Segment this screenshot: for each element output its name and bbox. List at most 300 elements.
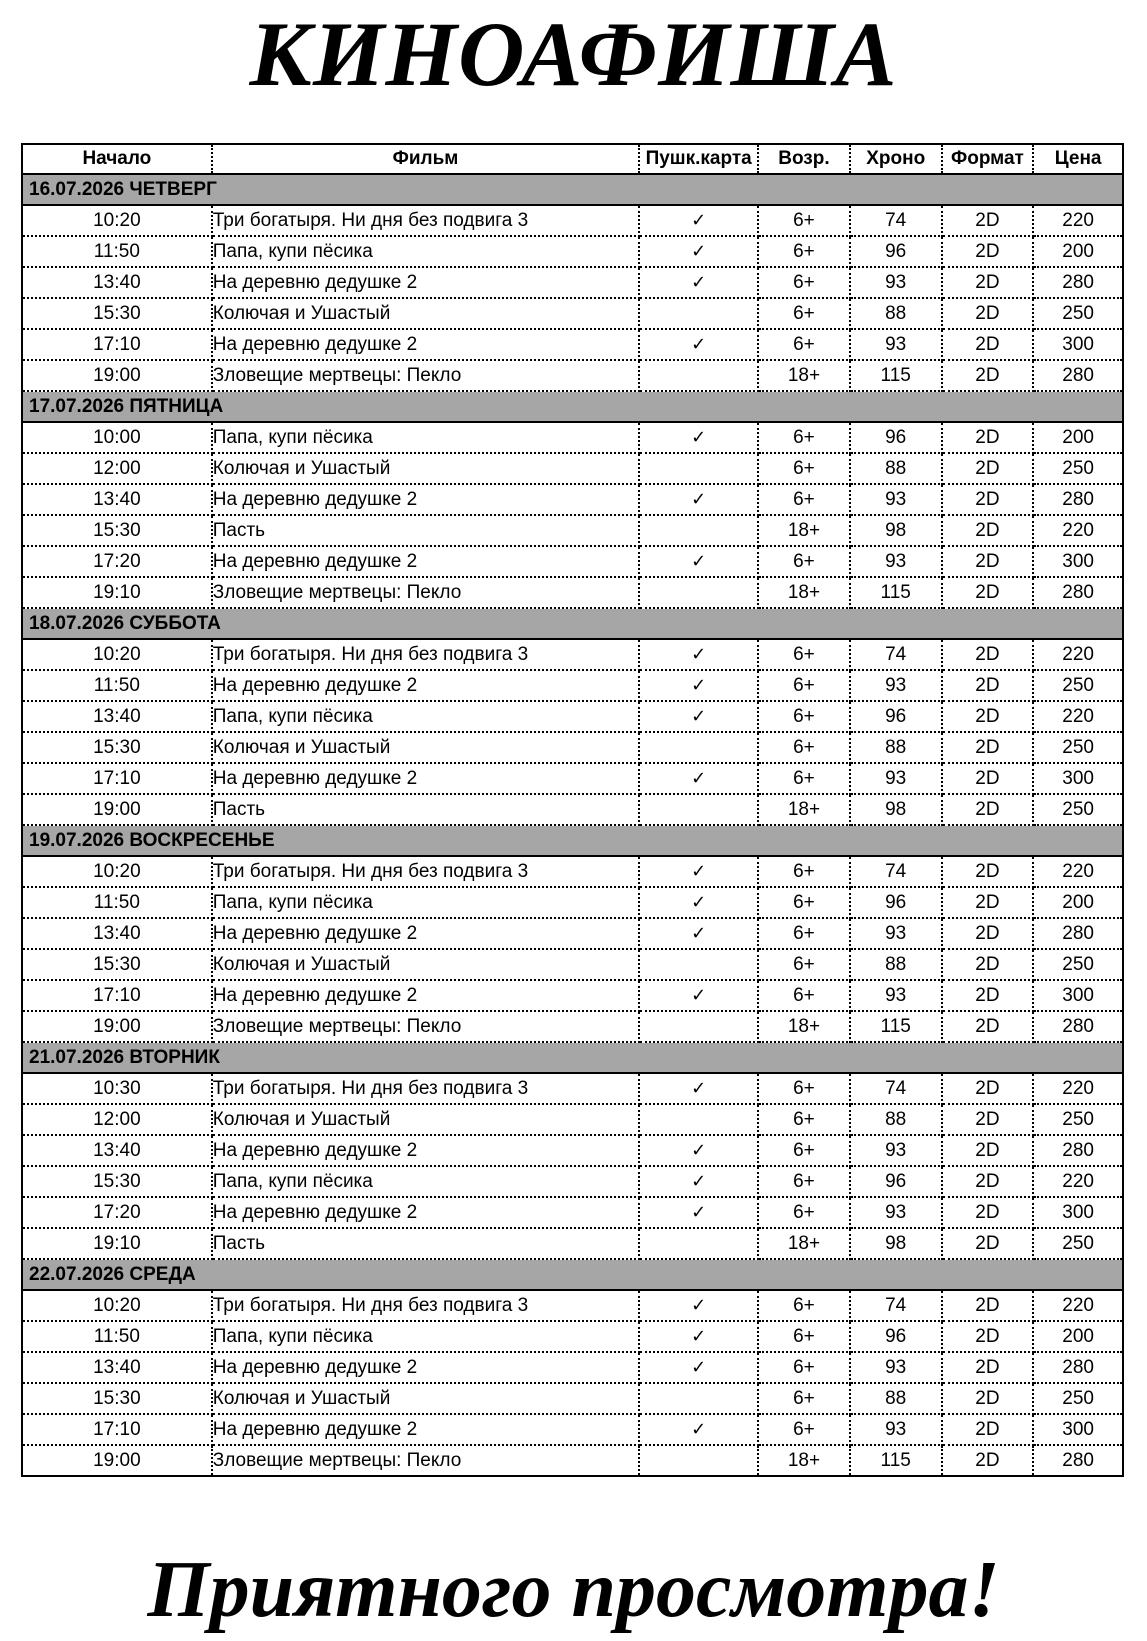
check-icon: ✓ — [639, 1321, 758, 1352]
session-age: 18+ — [758, 360, 850, 391]
session-age: 18+ — [758, 1011, 850, 1042]
day-label: 22.07.2026 СРЕДА — [22, 1259, 1123, 1290]
check-icon: ✓ — [639, 918, 758, 949]
session-age: 6+ — [758, 453, 850, 484]
session-film: Три богатыря. Ни дня без подвига 3 — [212, 1290, 639, 1321]
pushkin-card-mark — [639, 1228, 758, 1259]
session-film: На деревню дедушке 2 — [212, 267, 639, 298]
session-format: 2D — [942, 298, 1034, 329]
session-time: 11:50 — [22, 670, 212, 701]
check-icon: ✓ — [639, 422, 758, 453]
session-age: 18+ — [758, 794, 850, 825]
session-duration: 93 — [850, 484, 942, 515]
session-time: 19:10 — [22, 1228, 212, 1259]
session-age: 6+ — [758, 205, 850, 236]
session-price: 280 — [1033, 360, 1123, 391]
session-duration: 96 — [850, 422, 942, 453]
session-time: 10:20 — [22, 1290, 212, 1321]
session-film: Зловещие мертвецы: Пекло — [212, 360, 639, 391]
session-film: На деревню дедушке 2 — [212, 763, 639, 794]
check-icon: ✓ — [639, 980, 758, 1011]
day-header-row — [22, 1259, 1123, 1290]
session-time: 19:00 — [22, 360, 212, 391]
session-price: 280 — [1033, 918, 1123, 949]
session-age: 6+ — [758, 1321, 850, 1352]
session-age: 18+ — [758, 1445, 850, 1476]
session-format: 2D — [942, 918, 1034, 949]
session-time: 19:10 — [22, 577, 212, 608]
day-label: 21.07.2026 ВТОРНИК — [22, 1042, 1123, 1073]
session-format: 2D — [942, 949, 1034, 980]
pushkin-card-mark — [639, 794, 758, 825]
session-price: 280 — [1062, 1449, 1094, 1471]
session-duration: 74 — [850, 205, 942, 236]
day-header-row — [22, 825, 1123, 856]
session-time: 17:10 — [22, 329, 212, 360]
session-format: 2D — [942, 1197, 1034, 1228]
page-title: КИНОАФИША — [249, 3, 898, 105]
session-format: 2D — [942, 1414, 1034, 1445]
session-age: 6+ — [758, 546, 850, 577]
session-duration: 93 — [850, 918, 942, 949]
header-row — [22, 144, 1123, 174]
session-age: 6+ — [758, 298, 850, 329]
session-age: 6+ — [758, 732, 850, 763]
session-time: 11:50 — [22, 887, 212, 918]
session-time: 15:30 — [22, 949, 212, 980]
session-price: 300 — [1033, 763, 1123, 794]
session-format: 2D — [942, 484, 1034, 515]
check-icon: ✓ — [639, 236, 758, 267]
check-icon: ✓ — [639, 329, 758, 360]
session-price: 250 — [1033, 1383, 1123, 1414]
session-duration: 98 — [850, 515, 942, 546]
session-time: 15:30 — [22, 1166, 212, 1197]
session-price: 200 — [1033, 422, 1123, 453]
check-icon: ✓ — [639, 546, 758, 577]
session-age: 6+ — [758, 1383, 850, 1414]
session-duration: 74 — [850, 1073, 942, 1104]
session-price: 250 — [1033, 732, 1123, 763]
session-age: 6+ — [758, 1073, 850, 1104]
session-time: 17:10 — [22, 980, 212, 1011]
session-format: 2D — [942, 329, 1034, 360]
check-icon: ✓ — [639, 1073, 758, 1104]
session-format: 2D — [942, 1104, 1034, 1135]
session-age: 6+ — [758, 887, 850, 918]
session-price: 250 — [1033, 453, 1123, 484]
session-format: 2D — [942, 267, 1034, 298]
session-price: 280 — [1033, 577, 1123, 608]
session-format: 2D — [942, 422, 1034, 453]
session-price: 300 — [1033, 1414, 1123, 1445]
session-duration: 88 — [850, 1104, 942, 1135]
session-row — [22, 918, 1123, 949]
session-price: 220 — [1033, 701, 1123, 732]
session-time: 13:40 — [22, 1352, 212, 1383]
session-price: 220 — [1033, 639, 1123, 670]
session-format: 2D — [942, 1445, 1034, 1476]
session-row — [22, 236, 1123, 267]
session-age: 6+ — [758, 949, 850, 980]
pushkin-card-mark — [639, 453, 758, 484]
pushkin-card-mark — [639, 732, 758, 763]
check-icon: ✓ — [639, 763, 758, 794]
session-film: Папа, купи пёсика — [212, 236, 639, 267]
day-label: 19.07.2026 ВОСКРЕСЕНЬЕ — [22, 825, 1123, 856]
session-row — [22, 298, 1123, 329]
session-price: 250 — [1033, 298, 1123, 329]
session-film: Зловещие мертвецы: Пекло — [212, 1445, 639, 1476]
session-film: Три богатыря. Ни дня без подвига 3 — [212, 639, 639, 670]
day-header-row — [22, 1042, 1123, 1073]
session-row — [22, 453, 1123, 484]
session-price: 250 — [1033, 1228, 1123, 1259]
session-age: 6+ — [758, 236, 850, 267]
session-price: 200 — [1033, 236, 1123, 267]
session-price: 220 — [1033, 1073, 1123, 1104]
session-format: 2D — [942, 856, 1034, 887]
footer-greeting: Приятного просмотра! — [147, 1546, 1000, 1634]
check-icon: ✓ — [639, 1352, 758, 1383]
session-row — [22, 360, 1123, 391]
session-duration: 96 — [850, 887, 942, 918]
session-row — [22, 1290, 1123, 1321]
day-label: 17.07.2026 ПЯТНИЦА — [22, 391, 1123, 422]
session-duration: 74 — [850, 639, 942, 670]
pushkin-card-mark — [639, 298, 758, 329]
session-duration: 93 — [850, 1197, 942, 1228]
session-time: 13:40 — [22, 918, 212, 949]
session-duration: 93 — [850, 329, 942, 360]
session-duration: 93 — [850, 546, 942, 577]
session-age: 6+ — [758, 1166, 850, 1197]
session-row — [22, 949, 1123, 980]
session-price: 200 — [1033, 887, 1123, 918]
session-film: На деревню дедушке 2 — [212, 1197, 639, 1228]
pushkin-card-mark — [639, 949, 758, 980]
session-price: 200 — [1033, 1321, 1123, 1352]
session-time: 11:50 — [22, 236, 212, 267]
session-price: 220 — [1033, 856, 1123, 887]
col-header-format: Формат — [942, 144, 1034, 174]
session-price: 250 — [1033, 1104, 1123, 1135]
session-row — [22, 1352, 1123, 1383]
session-duration: 98 — [850, 1228, 942, 1259]
session-film: Зловещие мертвецы: Пекло — [212, 577, 639, 608]
col-header-duration: Хроно — [850, 144, 942, 174]
check-icon: ✓ — [639, 1414, 758, 1445]
col-header-price: Цена — [1033, 144, 1123, 174]
session-film: Папа, купи пёсика — [212, 701, 639, 732]
session-row — [22, 856, 1123, 887]
pushkin-card-mark — [639, 1011, 758, 1042]
session-duration: 88 — [850, 1383, 942, 1414]
session-time: 10:20 — [22, 856, 212, 887]
session-film: Колючая и Ушастый — [212, 1104, 639, 1135]
session-time: 12:00 — [22, 453, 212, 484]
session-time: 10:20 — [22, 205, 212, 236]
session-film: Три богатыря. Ни дня без подвига 3 — [212, 1073, 639, 1104]
session-film: Зловещие мертвецы: Пекло — [212, 1011, 639, 1042]
session-format: 2D — [942, 360, 1034, 391]
session-film: Три богатыря. Ни дня без подвига 3 — [212, 205, 639, 236]
session-time: 17:20 — [22, 1197, 212, 1228]
session-format: 2D — [942, 887, 1034, 918]
session-price: 300 — [1033, 546, 1123, 577]
session-time: 10:00 — [22, 422, 212, 453]
session-time: 19:00 — [22, 1011, 212, 1042]
session-age: 6+ — [758, 329, 850, 360]
session-price: 300 — [1033, 980, 1123, 1011]
day-label: 18.07.2026 СУББОТА — [22, 608, 1123, 639]
session-row — [22, 980, 1123, 1011]
session-format: 2D — [942, 639, 1034, 670]
pushkin-card-mark — [639, 360, 758, 391]
session-duration: 96 — [850, 701, 942, 732]
session-format: 2D — [942, 1166, 1034, 1197]
session-duration: 88 — [850, 453, 942, 484]
session-format: 2D — [942, 453, 1034, 484]
session-row — [22, 763, 1123, 794]
session-duration: 93 — [850, 763, 942, 794]
session-row — [22, 1197, 1123, 1228]
session-time: 15:30 — [22, 298, 212, 329]
day-header-row — [22, 391, 1123, 422]
session-row — [22, 732, 1123, 763]
session-age: 6+ — [758, 670, 850, 701]
pushkin-card-mark — [639, 1104, 758, 1135]
session-row — [22, 1135, 1123, 1166]
session-format: 2D — [942, 1135, 1034, 1166]
session-age: 6+ — [758, 918, 850, 949]
session-film: Колючая и Ушастый — [212, 298, 639, 329]
session-film: На деревню дедушке 2 — [212, 918, 639, 949]
session-row — [22, 1104, 1123, 1135]
session-film: Папа, купи пёсика — [212, 1321, 639, 1352]
session-row — [22, 422, 1123, 453]
session-film: Пасть — [212, 794, 639, 825]
session-duration: 96 — [850, 1321, 942, 1352]
session-price: 220 — [1033, 1290, 1123, 1321]
session-duration: 93 — [850, 1352, 942, 1383]
session-row — [22, 887, 1123, 918]
pushkin-card-mark — [639, 515, 758, 546]
session-time: 12:00 — [22, 1104, 212, 1135]
col-header-start: Начало — [22, 144, 212, 174]
session-format: 2D — [942, 1073, 1034, 1104]
session-film: Пасть — [212, 515, 639, 546]
session-film: Колючая и Ушастый — [212, 732, 639, 763]
session-age: 6+ — [758, 1135, 850, 1166]
pushkin-card-mark — [639, 577, 758, 608]
session-duration: 98 — [850, 794, 942, 825]
session-film: На деревню дедушке 2 — [212, 1352, 639, 1383]
session-film: На деревню дедушке 2 — [212, 670, 639, 701]
session-duration: 93 — [850, 1414, 942, 1445]
session-time: 15:30 — [22, 515, 212, 546]
session-time: 19:00 — [22, 1445, 212, 1476]
session-row — [22, 670, 1123, 701]
check-icon: ✓ — [639, 639, 758, 670]
session-film: Папа, купи пёсика — [212, 1166, 639, 1197]
session-format: 2D — [942, 236, 1034, 267]
session-time: 17:10 — [22, 763, 212, 794]
session-film: Пасть — [212, 1228, 639, 1259]
session-price: 250 — [1033, 949, 1123, 980]
session-format: 2D — [942, 1011, 1034, 1042]
session-time: 15:30 — [22, 1383, 212, 1414]
session-format: 2D — [942, 701, 1034, 732]
session-duration: 96 — [850, 236, 942, 267]
session-price: 300 — [1033, 329, 1123, 360]
session-row — [22, 484, 1123, 515]
check-icon: ✓ — [639, 670, 758, 701]
col-header-age: Возр. — [758, 144, 850, 174]
session-row — [22, 1383, 1123, 1414]
session-duration: 115 — [850, 360, 942, 391]
session-row — [22, 577, 1123, 608]
check-icon: ✓ — [639, 1135, 758, 1166]
session-film: Папа, купи пёсика — [212, 887, 639, 918]
session-time: 15:30 — [22, 732, 212, 763]
session-age: 6+ — [758, 422, 850, 453]
session-duration: 115 — [850, 577, 942, 608]
session-price: 280 — [1033, 1011, 1123, 1042]
schedule-table — [21, 143, 1124, 1477]
session-age: 6+ — [758, 701, 850, 732]
session-duration: 88 — [850, 732, 942, 763]
session-film: Колючая и Ушастый — [212, 1383, 639, 1414]
session-time: 13:40 — [22, 267, 212, 298]
check-icon: ✓ — [639, 856, 758, 887]
session-time: 17:10 — [22, 1414, 212, 1445]
session-film: Три богатыря. Ни дня без подвига 3 — [212, 856, 639, 887]
session-time: 13:40 — [22, 701, 212, 732]
check-icon: ✓ — [639, 1290, 758, 1321]
session-film: Колючая и Ушастый — [212, 453, 639, 484]
col-header-film: Фильм — [212, 144, 639, 174]
check-icon: ✓ — [639, 267, 758, 298]
session-price: 220 — [1033, 515, 1123, 546]
check-icon: ✓ — [639, 484, 758, 515]
session-duration: 88 — [850, 949, 942, 980]
day-header-row — [22, 608, 1123, 639]
session-age: 6+ — [758, 763, 850, 794]
session-time: 17:20 — [22, 546, 212, 577]
session-row — [22, 1166, 1123, 1197]
session-row — [22, 1011, 1123, 1042]
session-film: Папа, купи пёсика — [212, 422, 639, 453]
session-duration: 93 — [850, 267, 942, 298]
session-age: 6+ — [758, 1197, 850, 1228]
session-format: 2D — [942, 763, 1034, 794]
session-time: 19:00 — [22, 794, 212, 825]
check-icon: ✓ — [639, 205, 758, 236]
session-age: 6+ — [758, 856, 850, 887]
check-icon: ✓ — [639, 1197, 758, 1228]
session-film: Колючая и Ушастый — [212, 949, 639, 980]
session-duration: 93 — [850, 980, 942, 1011]
session-row — [22, 1073, 1123, 1104]
session-format: 2D — [942, 1228, 1034, 1259]
pushkin-card-mark — [639, 1383, 758, 1414]
session-format: 2D — [942, 546, 1034, 577]
session-format: 2D — [942, 1352, 1034, 1383]
schedule-body — [22, 174, 1123, 1476]
session-price: 220 — [1033, 205, 1123, 236]
day-label: 16.07.2026 ЧЕТВЕРГ — [22, 174, 1123, 205]
session-row — [22, 1321, 1123, 1352]
session-age: 6+ — [758, 1290, 850, 1321]
session-duration: 115 — [850, 1011, 942, 1042]
session-film: На деревню дедушке 2 — [212, 329, 639, 360]
session-time: 11:50 — [22, 1321, 212, 1352]
session-age: 18+ — [758, 577, 850, 608]
session-format: 2D — [942, 205, 1034, 236]
session-age: 6+ — [758, 267, 850, 298]
session-format: 2D — [942, 1321, 1034, 1352]
session-duration: 74 — [850, 856, 942, 887]
check-icon: ✓ — [639, 1166, 758, 1197]
session-row — [22, 329, 1123, 360]
session-row — [22, 1414, 1123, 1445]
session-time: 10:20 — [22, 639, 212, 670]
session-price: 250 — [1033, 670, 1123, 701]
session-price: 250 — [1033, 794, 1123, 825]
session-time: 13:40 — [22, 484, 212, 515]
session-row — [22, 639, 1123, 670]
check-icon: ✓ — [639, 887, 758, 918]
session-duration: 88 — [850, 298, 942, 329]
session-age: 6+ — [758, 484, 850, 515]
session-duration: 74 — [850, 1290, 942, 1321]
session-duration: 93 — [850, 1135, 942, 1166]
session-film: На деревню дедушке 2 — [212, 1135, 639, 1166]
session-age: 18+ — [758, 1228, 850, 1259]
session-film: На деревню дедушке 2 — [212, 484, 639, 515]
session-row — [22, 701, 1123, 732]
session-row — [22, 1228, 1123, 1259]
session-film: На деревню дедушке 2 — [212, 980, 639, 1011]
session-price: 220 — [1033, 1166, 1123, 1197]
session-row — [22, 205, 1123, 236]
session-time: 13:40 — [22, 1135, 212, 1166]
session-row — [22, 515, 1123, 546]
session-age: 6+ — [758, 1414, 850, 1445]
session-age: 6+ — [758, 639, 850, 670]
session-film: На деревню дедушке 2 — [212, 546, 639, 577]
pushkin-card-mark — [639, 1445, 758, 1476]
session-price: 280 — [1033, 1135, 1123, 1166]
session-row — [22, 267, 1123, 298]
session-age: 18+ — [758, 515, 850, 546]
session-film: На деревню дедушке 2 — [212, 1414, 639, 1445]
session-time: 10:30 — [22, 1073, 212, 1104]
session-format: 2D — [942, 1383, 1034, 1414]
session-format: 2D — [942, 980, 1034, 1011]
session-price: 280 — [1033, 1352, 1123, 1383]
session-duration: 115 — [850, 1445, 942, 1476]
session-format: 2D — [942, 794, 1034, 825]
session-row — [22, 794, 1123, 825]
day-header-row — [22, 174, 1123, 205]
session-age: 6+ — [758, 1352, 850, 1383]
session-age: 6+ — [758, 980, 850, 1011]
session-row — [22, 1445, 1123, 1476]
session-format: 2D — [942, 515, 1034, 546]
session-duration: 96 — [850, 1166, 942, 1197]
